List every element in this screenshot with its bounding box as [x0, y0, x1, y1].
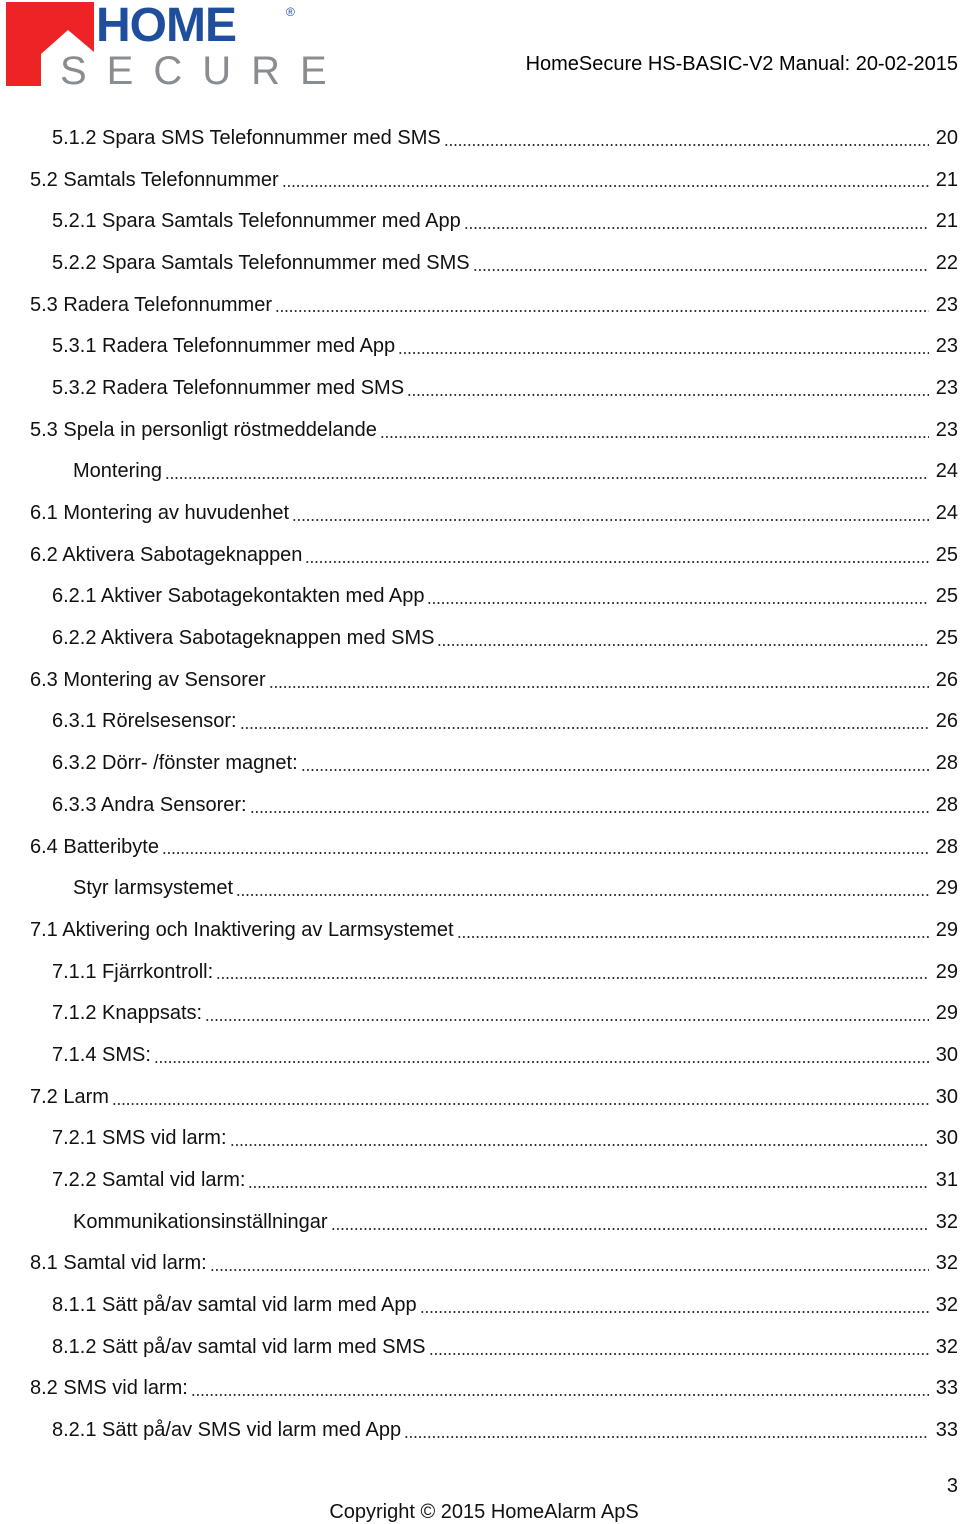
table-of-contents [0, 117, 960, 1451]
toc-entry-page: 31 [935, 1169, 958, 1192]
document-title: HomeSecure HS-BASIC-V2 Manual: 20-02-2015 [525, 53, 958, 75]
toc-entry-title: 6.2.2 Aktivera Sabotageknappen med SMS [52, 627, 435, 650]
toc-entry-title: 7.1.1 Fjärrkontroll: [52, 960, 214, 983]
toc-entry[interactable] [0, 1201, 960, 1243]
toc-entry-title: 7.2 Larm [30, 1085, 109, 1108]
toc-entry[interactable] [0, 159, 960, 201]
toc-dot-leader [444, 144, 929, 146]
toc-entry[interactable] [0, 1159, 960, 1201]
toc-entry-page: 25 [935, 543, 958, 566]
toc-entry[interactable] [0, 1118, 960, 1160]
toc-entry[interactable] [0, 1284, 960, 1326]
toc-entry-title: 7.1 Aktivering och Inaktivering av Larmsystemet [30, 918, 454, 941]
toc-entry-page: 32 [935, 1335, 958, 1358]
toc-entry-page: 25 [935, 627, 958, 650]
toc-dot-leader [165, 477, 929, 479]
toc-dot-leader [205, 1019, 929, 1021]
toc-entry-title: 8.1.1 Sätt på/av samtal vid larm med App [52, 1294, 417, 1317]
toc-dot-leader [250, 811, 929, 813]
toc-entry-title: 5.3 Spela in personligt röstmeddelande [30, 418, 377, 441]
toc-entry[interactable] [0, 701, 960, 743]
toc-entry-title: 6.2 Aktivera Sabotageknappen [30, 543, 303, 566]
toc-entry-page: 24 [935, 502, 958, 525]
toc-entry-title: 7.2.2 Samtal vid larm: [52, 1169, 246, 1192]
toc-dot-leader [437, 644, 929, 646]
toc-entry-page: 30 [935, 1085, 958, 1108]
toc-dot-leader [305, 561, 929, 563]
toc-entry-page: 24 [935, 460, 958, 483]
toc-entry[interactable] [0, 909, 960, 951]
toc-dot-leader [420, 1311, 929, 1313]
toc-dot-leader [380, 436, 929, 438]
toc-entry-page: 23 [935, 418, 958, 441]
toc-entry[interactable] [0, 451, 960, 493]
toc-entry[interactable] [0, 534, 960, 576]
toc-entry-page: 29 [935, 960, 958, 983]
toc-entry[interactable] [0, 284, 960, 326]
toc-dot-leader [407, 394, 929, 396]
toc-dot-leader [154, 1061, 929, 1063]
toc-entry[interactable] [0, 951, 960, 993]
toc-entry[interactable] [0, 576, 960, 618]
toc-entry[interactable] [0, 742, 960, 784]
toc-entry-title: 6.3.3 Andra Sensorer: [52, 793, 247, 816]
toc-dot-leader [292, 519, 929, 521]
toc-entry[interactable] [0, 492, 960, 534]
toc-entry-title: 6.2.1 Aktiver Sabotagekontakten med App [52, 585, 425, 608]
toc-dot-leader [269, 686, 929, 688]
toc-entry-title: 7.1.2 Knappsats: [52, 1002, 203, 1025]
toc-entry[interactable] [0, 992, 960, 1034]
toc-entry-title: 5.3.1 Radera Telefonnummer med App [52, 335, 396, 358]
toc-entry-title: 5.2.2 Spara Samtals Telefonnummer med SMS [52, 251, 470, 274]
toc-entry-title: 8.2.1 Sätt på/av SMS vid larm med App [52, 1419, 402, 1442]
toc-entry-title: 8.2 SMS vid larm: [30, 1377, 188, 1400]
toc-entry-page: 32 [935, 1210, 958, 1233]
toc-entry[interactable] [0, 1243, 960, 1285]
toc-entry[interactable] [0, 1409, 960, 1451]
logo-registered-mark: ® [286, 5, 295, 19]
toc-dot-leader [275, 310, 929, 312]
toc-entry-title: 5.2.1 Spara Samtals Telefonnummer med App [52, 210, 461, 233]
toc-dot-leader [236, 894, 929, 896]
toc-entry[interactable] [0, 1326, 960, 1368]
toc-dot-leader [240, 727, 929, 729]
toc-dot-leader [457, 936, 929, 938]
toc-entry-page: 28 [935, 793, 958, 816]
toc-entry-title: 5.3.2 Radera Telefonnummer med SMS [52, 376, 405, 399]
toc-dot-leader [331, 1228, 929, 1230]
toc-entry-title: 5.1.2 Spara SMS Telefonnummer med SMS [52, 126, 441, 149]
toc-entry[interactable] [0, 367, 960, 409]
toc-dot-leader [162, 852, 929, 854]
toc-entry[interactable] [0, 617, 960, 659]
toc-entry-title: 6.3.2 Dörr- /fönster magnet: [52, 752, 298, 775]
toc-entry-page: 28 [935, 835, 958, 858]
toc-entry-title: 6.3.1 Rörelsesensor: [52, 710, 237, 733]
toc-dot-leader [216, 977, 929, 979]
toc-entry-page: 32 [935, 1294, 958, 1317]
toc-entry-title: Kommunikationsinställningar [73, 1210, 328, 1233]
toc-entry[interactable] [0, 1076, 960, 1118]
toc-entry-title: 5.2 Samtals Telefonnummer [30, 168, 279, 191]
toc-entry[interactable] [0, 867, 960, 909]
toc-entry-title: Styr larmsystemet [73, 877, 234, 900]
toc-entry-title: 6.4 Batteribyte [30, 835, 159, 858]
toc-dot-leader [404, 1436, 929, 1438]
toc-dot-leader [112, 1103, 929, 1105]
toc-entry-title: 7.2.1 SMS vid larm: [52, 1127, 227, 1150]
toc-entry-page: 20 [935, 126, 958, 149]
toc-entry-page: 30 [935, 1127, 958, 1150]
toc-dot-leader [301, 769, 929, 771]
toc-entry-page: 33 [935, 1377, 958, 1400]
toc-entry-page: 23 [935, 376, 958, 399]
toc-entry-title: 7.1.4 SMS: [52, 1043, 151, 1066]
logo-word-secure: SECURE [60, 49, 347, 93]
toc-entry[interactable] [0, 409, 960, 451]
toc-entry-page: 26 [935, 710, 958, 733]
toc-entry[interactable] [0, 826, 960, 868]
toc-entry-page: 25 [935, 585, 958, 608]
toc-entry-title: 8.1.2 Sätt på/av samtal vid larm med SMS [52, 1335, 426, 1358]
toc-entry[interactable] [0, 1368, 960, 1410]
toc-entry-page: 30 [935, 1043, 958, 1066]
toc-entry-page: 21 [935, 168, 958, 191]
toc-dot-leader [464, 227, 929, 229]
toc-entry-title: 6.3 Montering av Sensorer [30, 668, 266, 691]
toc-entry[interactable] [0, 242, 960, 284]
toc-dot-leader [230, 1144, 929, 1146]
toc-dot-leader [282, 185, 929, 187]
toc-dot-leader [398, 352, 929, 354]
toc-entry-page: 33 [935, 1419, 958, 1442]
logo-word-home: HOME [96, 0, 236, 52]
toc-entry-page: 29 [935, 877, 958, 900]
toc-entry-title: Montering [73, 460, 162, 483]
toc-entry-page: 21 [935, 210, 958, 233]
toc-entry[interactable] [0, 659, 960, 701]
toc-dot-leader [248, 1186, 929, 1188]
toc-dot-leader [191, 1394, 929, 1396]
toc-entry-title: 8.1 Samtal vid larm: [30, 1252, 207, 1275]
toc-entry-title: 6.1 Montering av huvudenhet [30, 502, 290, 525]
toc-entry-page: 28 [935, 752, 958, 775]
toc-entry[interactable] [0, 784, 960, 826]
footer-copyright: Copyright © 2015 HomeAlarm ApS [329, 1501, 639, 1523]
toc-entry-page: 23 [935, 293, 958, 316]
toc-entry-page: 22 [935, 251, 958, 274]
toc-entry-page: 26 [935, 668, 958, 691]
page-number: 3 [946, 1475, 958, 1497]
toc-entry-title: 5.3 Radera Telefonnummer [30, 293, 272, 316]
toc-entry-page: 32 [935, 1252, 958, 1275]
toc-entry[interactable] [0, 200, 960, 242]
toc-dot-leader [473, 269, 929, 271]
toc-dot-leader [210, 1269, 929, 1271]
toc-entry-page: 29 [935, 1002, 958, 1025]
toc-entry-page: 23 [935, 335, 958, 358]
toc-entry[interactable] [0, 1034, 960, 1076]
toc-entry[interactable] [0, 325, 960, 367]
toc-dot-leader [429, 1353, 930, 1355]
toc-entry[interactable] [0, 117, 960, 159]
toc-dot-leader [427, 602, 929, 604]
homesecure-logo [6, 0, 347, 93]
toc-entry-page: 29 [935, 918, 958, 941]
